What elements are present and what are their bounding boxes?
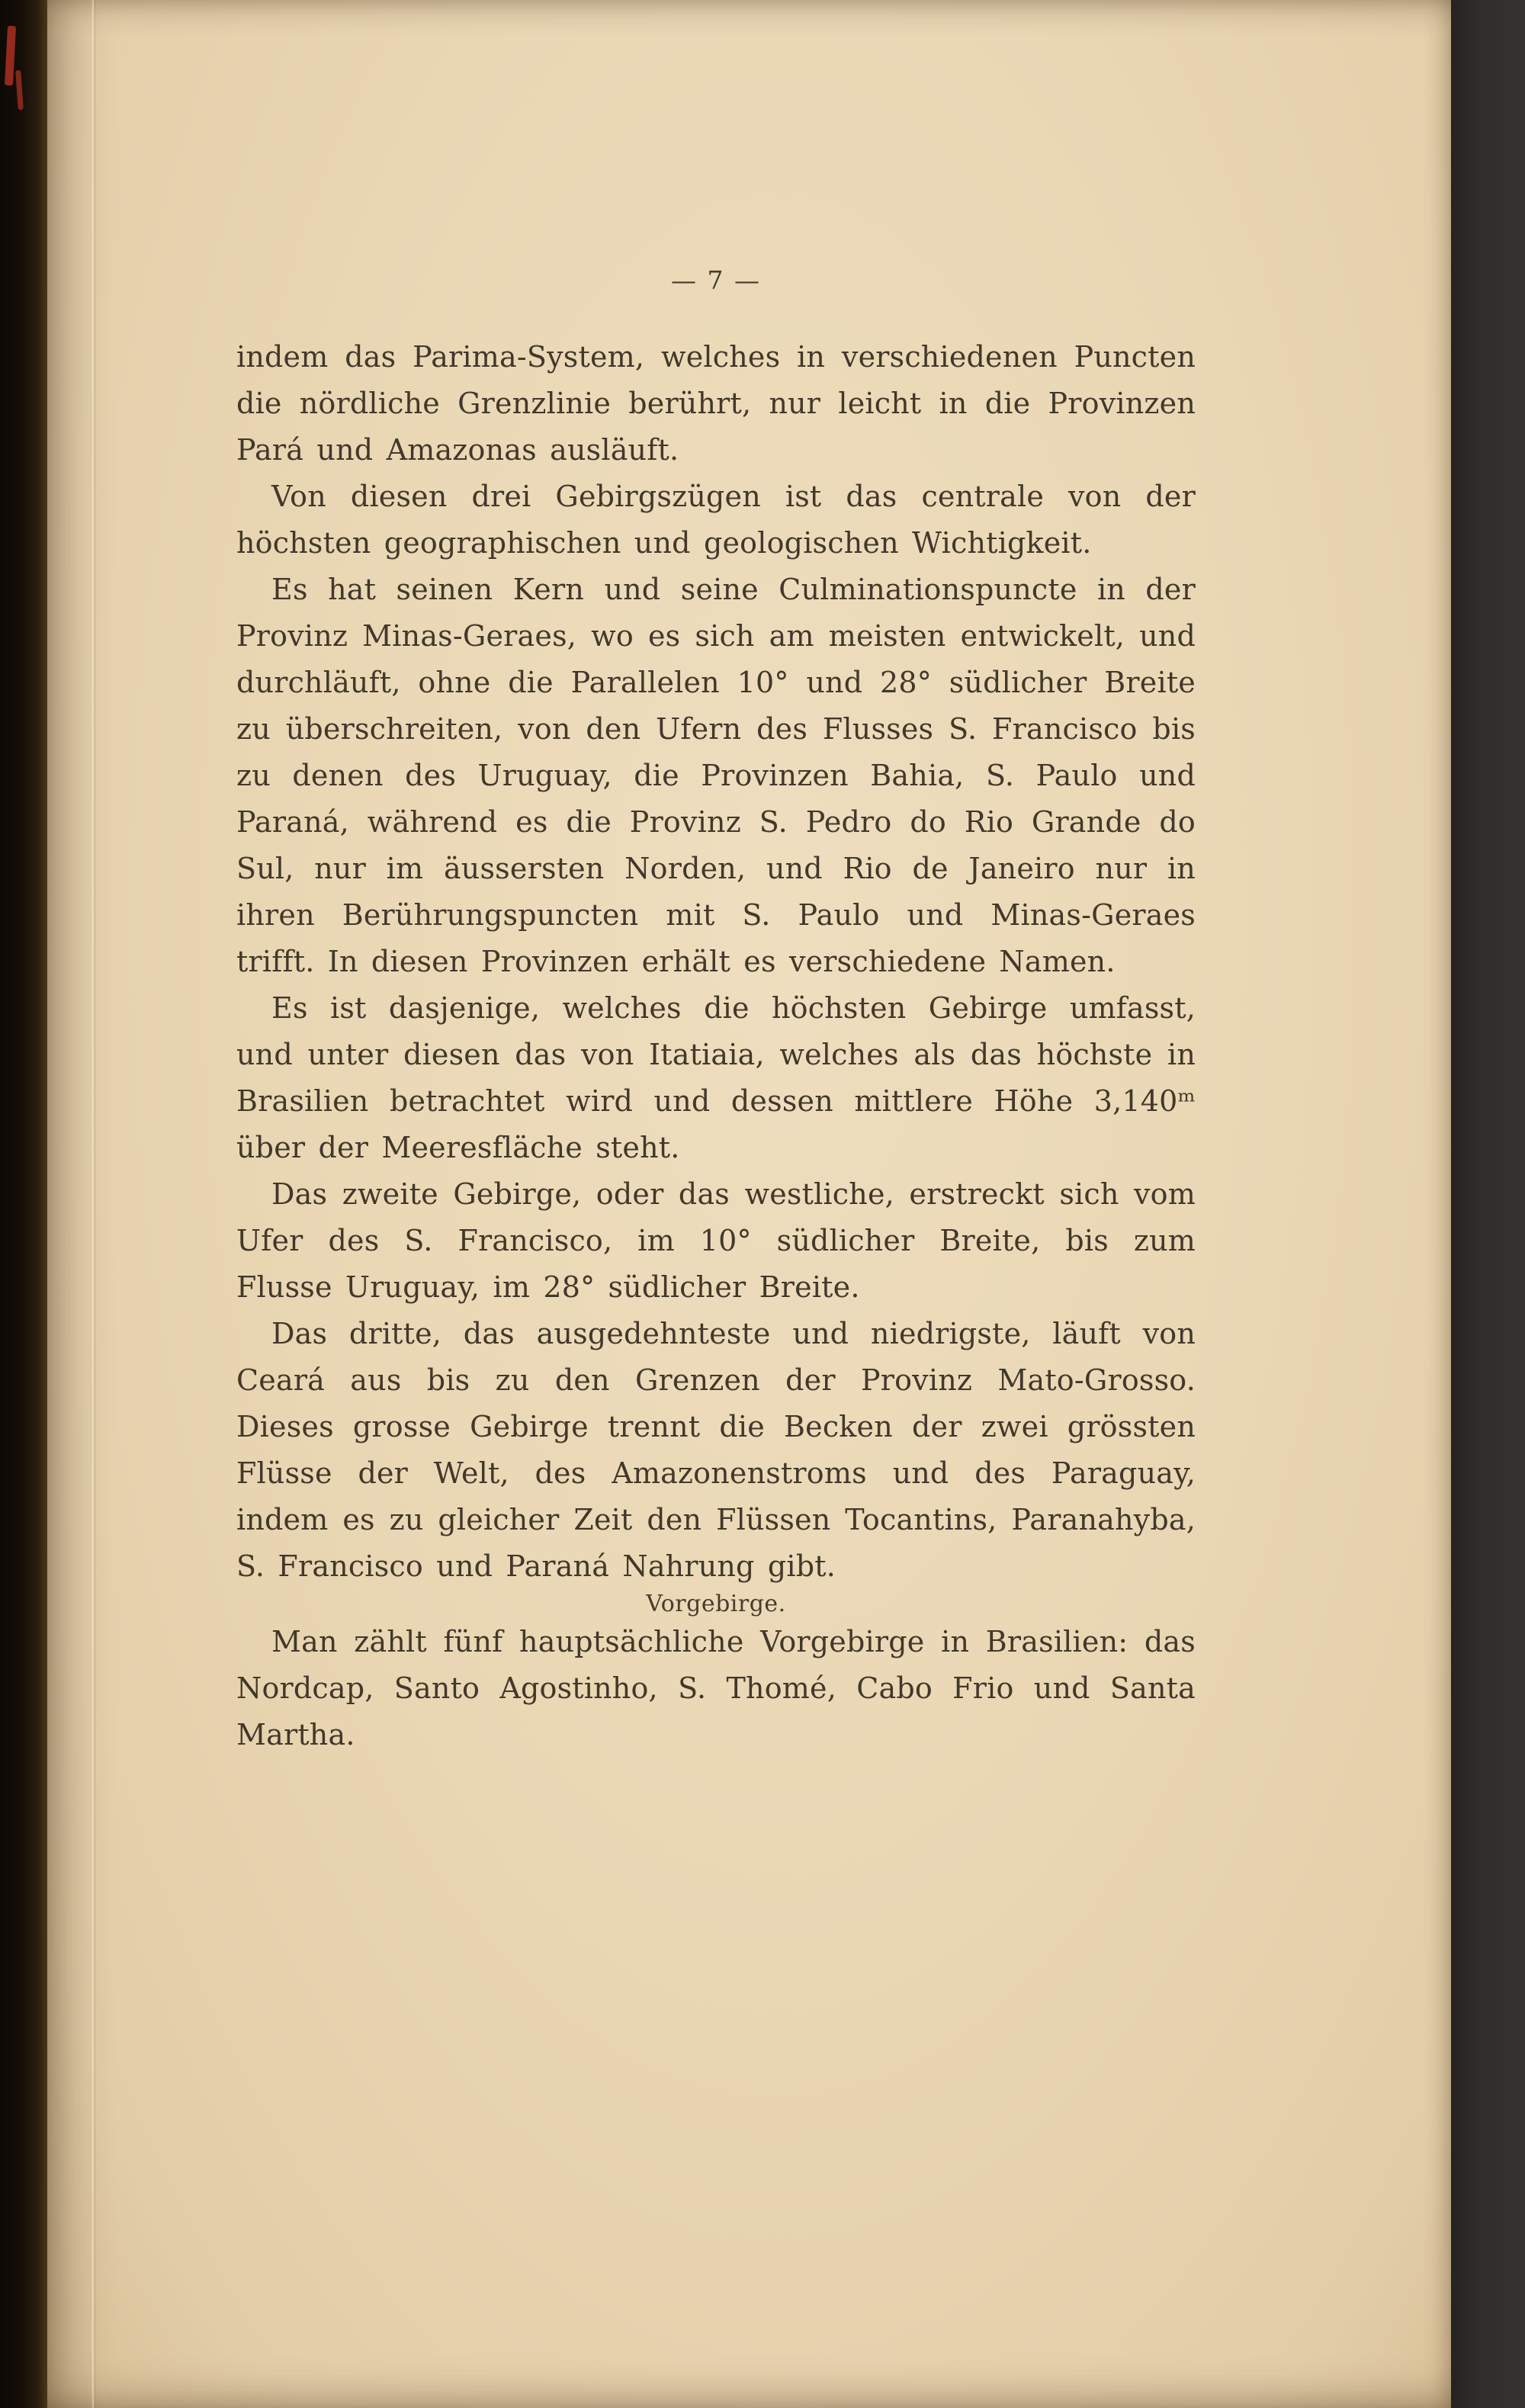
paragraph: Das zweite Gebirge, oder das westliche, erstreckt sich vom Ufer des S. Francisco, im 10° südlicher Breite, bis zum Flusse Uruguay, im 28° südlicher Breite. — [236, 1177, 1196, 1304]
red-ink-mark — [15, 70, 24, 110]
paragraph: Es hat seinen Kern und seine Culminationspuncte in der Provinz Minas-Geraes, wo es sich am meisten entwickelt, und durchläuft, ohne die Parallelen 10° und 28° südlicher Breite zu überschreiten, von den Ufern des Flusses S. Francisco bis zu denen des Uruguay, die Provinzen Bahia, S. Paulo und Paraná, während es die Provinz S. Pedro do Rio Grande do Sul, nur im äussersten Norden, und Rio de Janeiro nur in ihren Berührungspuncten mit S. Paulo und Minas-Geraes trifft. In diesen Provinzen erhält es verschiedene Namen. — [236, 573, 1196, 978]
paragraph: Von diesen drei Gebirgszügen ist das centrale von der höchsten geographischen und geologischen Wichtigkeit. — [236, 480, 1196, 560]
red-ink-mark — [5, 26, 16, 85]
page-paper — [47, 0, 1451, 2408]
section-heading: Vorgebirge. — [646, 1591, 786, 1617]
paragraph: Man zählt fünf hauptsächliche Vorgebirge in Brasilien: das Nordcap, Santo Agostinho, S. Thomé, Cabo Frio und Santa Martha. — [236, 1625, 1196, 1751]
scan-background-right — [1451, 0, 1525, 2408]
page-gutter-crease — [92, 0, 96, 2408]
book-binding-edge — [0, 0, 47, 2408]
body-text — [236, 334, 1196, 1758]
page-number: — 7 — — [671, 265, 761, 295]
paragraph: Es ist dasjenige, welches die höchsten Gebirge umfasst, und unter diesen das von Itatiaia, welches als das höchste in Brasilien betrachtet wird und dessen mittlere Höhe 3,140ᵐ über der Meeresfläche steht. — [236, 991, 1196, 1164]
paragraph: indem das Parima-System, welches in verschiedenen Puncten die nördliche Grenzlinie berührt, nur leicht in die Provinzen Pará und Amazonas ausläuft. — [236, 340, 1196, 467]
paragraph: Das dritte, das ausgedehnteste und niedrigste, läuft von Ceará aus bis zu den Grenzen der Provinz Mato-Grosso. Dieses grosse Gebirge trennt die Becken der zwei grössten Flüsse der Welt, des Amazonenstroms und des Paraguay, indem es zu gleicher Zeit den Flüssen Tocantins, Paranahyba, S. Francisco und Paraná Nahrung gibt. — [236, 1317, 1196, 1583]
